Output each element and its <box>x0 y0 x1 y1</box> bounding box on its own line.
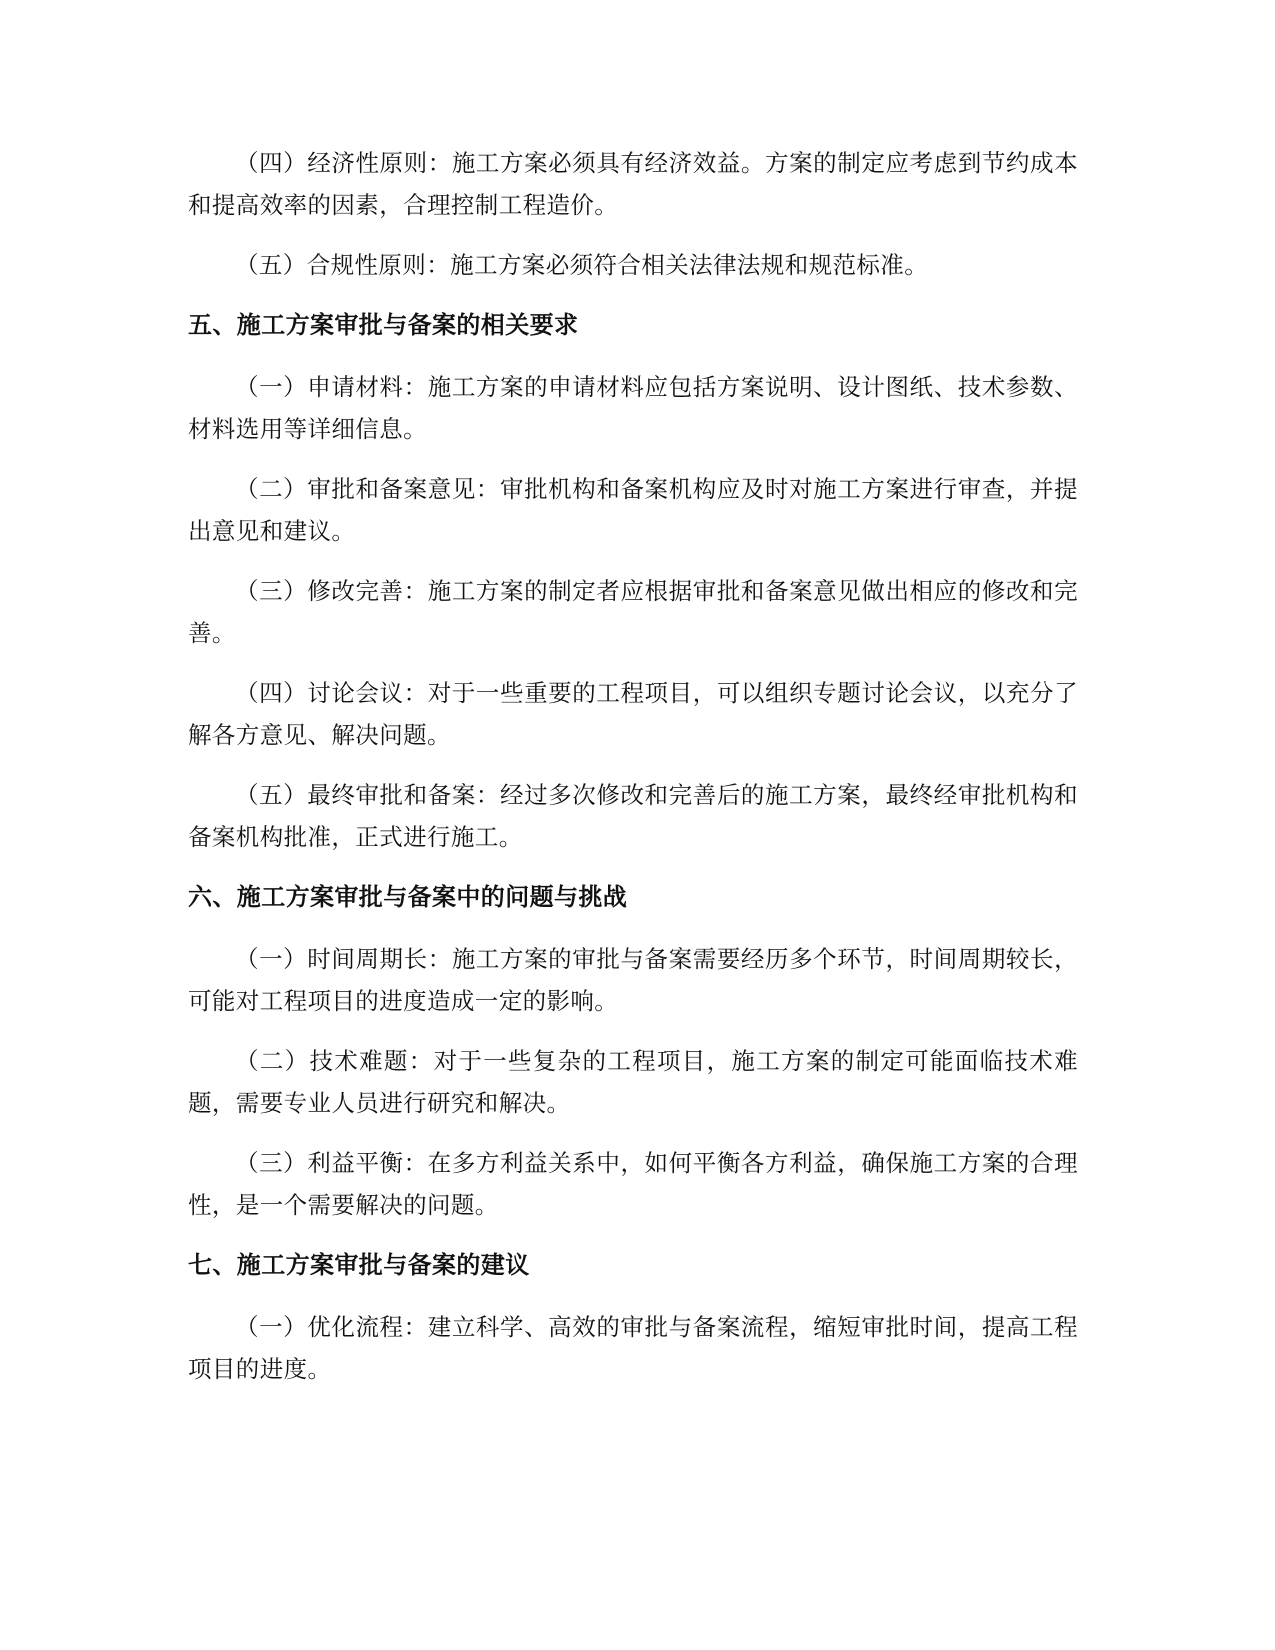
paragraph-interest-balance: （三）利益平衡：在多方利益关系中，如何平衡各方利益，确保施工方案的合理性，是一个需要解决的问题。 <box>188 1149 1078 1219</box>
section-heading-5: 五、施工方案审批与备案的相关要求 <box>188 311 579 339</box>
paragraph-long-cycle: （一）时间周期长：施工方案的审批与备案需要经历多个环节，时间周期较长，可能对工程项目的进度造成一定的影响。 <box>188 945 1078 1015</box>
paragraph-technical-problems: （二）技术难题：对于一些复杂的工程项目，施工方案的制定可能面临技术难题，需要专业人员进行研究和解决。 <box>188 1047 1078 1117</box>
section-heading-6: 六、施工方案审批与备案中的问题与挑战 <box>188 883 628 911</box>
section-heading-7: 七、施工方案审批与备案的建议 <box>188 1251 530 1279</box>
paragraph-review-opinions: （二）审批和备案意见：审批机构和备案机构应及时对施工方案进行审查，并提出意见和建议。 <box>188 475 1078 545</box>
paragraph-application-materials: （一）申请材料：施工方案的申请材料应包括方案说明、设计图纸、技术参数、材料选用等详细信息。 <box>188 373 1078 443</box>
paragraph-revision: （三）修改完善：施工方案的制定者应根据审批和备案意见做出相应的修改和完善。 <box>188 577 1078 647</box>
paragraph-final-approval: （五）最终审批和备案：经过多次修改和完善后的施工方案，最终经审批机构和备案机构批准，正式进行施工。 <box>188 781 1078 851</box>
document-body <box>188 142 1078 1408</box>
paragraph-compliance-principle: （五）合规性原则：施工方案必须符合相关法律法规和规范标准。 <box>235 251 929 279</box>
paragraph-optimize-process: （一）优化流程：建立科学、高效的审批与备案流程，缩短审批时间，提高工程项目的进度。 <box>188 1313 1078 1383</box>
paragraph-discussion-meeting: （四）讨论会议：对于一些重要的工程项目，可以组织专题讨论会议，以充分了解各方意见、解决问题。 <box>188 679 1078 749</box>
paragraph-economy-principle: （四）经济性原则：施工方案必须具有经济效益。方案的制定应考虑到节约成本和提高效率的因素，合理控制工程造价。 <box>188 149 1078 219</box>
